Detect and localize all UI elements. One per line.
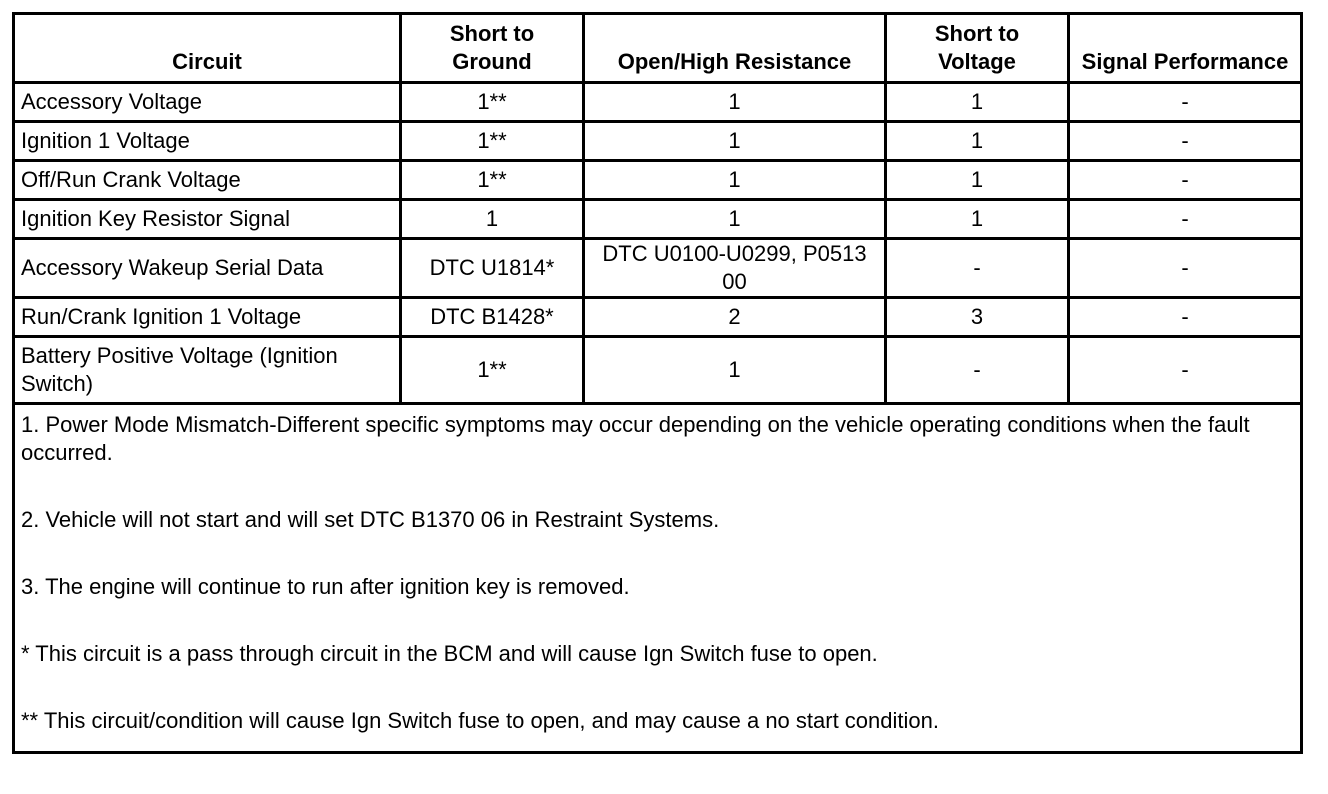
cell-short-to-voltage: 1 [886,83,1069,122]
header-short-to-ground: Short to Ground [401,14,584,83]
cell-short-to-ground: DTC U1814* [401,239,584,298]
notes-cell [14,404,1302,753]
table-row [14,122,1302,161]
cell-open-high-resistance: 1 [584,200,886,239]
header-row [14,14,1302,83]
note-1: 1. Power Mode Mismatch-Different specific symptoms may occur depending on the vehicle operating conditions when the fault occurred. [21,412,1250,465]
notes-row [14,404,1302,753]
table-row [14,337,1302,404]
cell-circuit: Ignition 1 Voltage [14,122,401,161]
cell-circuit: Run/Crank Ignition 1 Voltage [14,298,401,337]
cell-signal-performance: - [1069,161,1302,200]
header-open-high-resistance: Open/High Resistance [584,14,886,83]
cell-short-to-ground: DTC B1428* [401,298,584,337]
cell-open-high-resistance: 1 [584,122,886,161]
cell-short-to-voltage: 1 [886,122,1069,161]
cell-short-to-voltage: - [886,337,1069,404]
cell-signal-performance: - [1069,298,1302,337]
cell-signal-performance: - [1069,239,1302,298]
note-single-asterisk: * This circuit is a pass through circuit in the BCM and will cause Ign Switch fuse to open. [21,641,878,666]
cell-short-to-ground: 1** [401,122,584,161]
cell-open-high-resistance: 1 [584,83,886,122]
cell-short-to-voltage: 1 [886,200,1069,239]
table-row [14,298,1302,337]
cell-open-high-resistance: 2 [584,298,886,337]
cell-open-high-resistance: 1 [584,161,886,200]
note-2: 2. Vehicle will not start and will set DTC B1370 06 in Restraint Systems. [21,507,720,532]
cell-short-to-ground: 1** [401,337,584,404]
cell-short-to-voltage: 1 [886,161,1069,200]
table-row [14,83,1302,122]
cell-short-to-voltage: - [886,239,1069,298]
table-row [14,200,1302,239]
cell-signal-performance: - [1069,122,1302,161]
header-signal-performance: Signal Performance [1069,14,1302,83]
cell-signal-performance: - [1069,200,1302,239]
cell-circuit: Ignition Key Resistor Signal [14,200,401,239]
cell-short-to-ground: 1** [401,161,584,200]
cell-signal-performance: - [1069,83,1302,122]
header-circuit: Circuit [14,14,401,83]
table-row [14,239,1302,298]
note-3: 3. The engine will continue to run after ignition key is removed. [21,574,630,599]
cell-circuit: Accessory Voltage [14,83,401,122]
header-short-to-voltage: Short to Voltage [886,14,1069,83]
note-double-asterisk: ** This circuit/condition will cause Ign Switch fuse to open, and may cause a no start condition. [21,708,939,733]
cell-short-to-ground: 1** [401,83,584,122]
cell-circuit: Off/Run Crank Voltage [14,161,401,200]
cell-open-high-resistance: 1 [584,337,886,404]
cell-open-high-resistance: DTC U0100-U0299, P0513 00 [584,239,886,298]
table-row [14,161,1302,200]
cell-short-to-ground: 1 [401,200,584,239]
cell-circuit: Accessory Wakeup Serial Data [14,239,401,298]
cell-short-to-voltage: 3 [886,298,1069,337]
cell-signal-performance: - [1069,337,1302,404]
circuit-fault-table [12,12,1303,754]
cell-circuit: Battery Positive Voltage (Ignition Switch) [14,337,401,404]
